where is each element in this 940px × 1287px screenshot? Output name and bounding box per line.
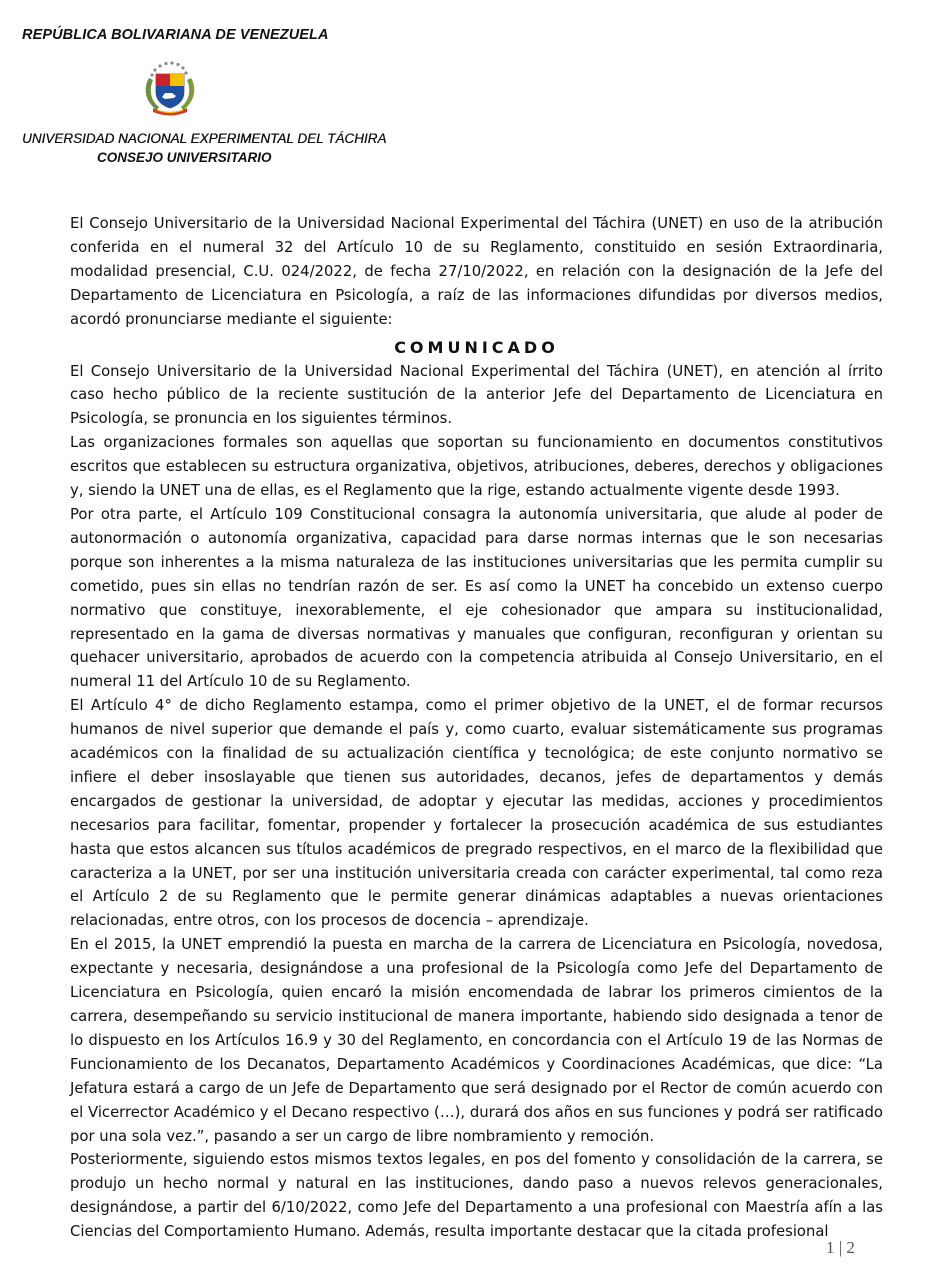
paragraph: Por otra parte, el Artículo 109 Constitucional consagra la autonomía universitaria, que alude al poder de autonormación o autonomía organizativa, capacidad para darse normas internas que le son necesarias porque son inherentes a la misma naturaleza de las instituciones universitarias que les permita cumplir su cometido, pues sin ellas no tendrían razón de ser. Es así como la UNET ha concebido un extenso cuerpo normativo que constituye, inexorablemente, el eje cohesionador que ampara su institucionalidad, representado en la gama de diversas normativas y manuales que configuran, reconfiguran y orientan su quehacer universitario, aprobados de acuerdo con la competencia atribuida al Consejo Universitario, en el numeral 11 del Artículo 10 de su Reglamento. [70,505,883,691]
paragraph: El Artículo 4° de dicho Reglamento estampa, como el primer objetivo de la UNET, el de formar recursos humanos de nivel superior que demande el país y, como cuarto, evaluar sistemáticamente sus programas académicos con la finalidad de su actualización científica y tecnológica; de este conjunto normativo se infiere el deber insoslayable que tienen sus autoridades, decanos, jefes de departamentos y demás encargados de gestionar la universidad, de adoptar y ejecutar las medidas, acciones y procedimientos necesarios para facilitar, fomentar, propender y fortalecer la prosecución académica de sus estudiantes hasta que estos alcancen sus títulos académicos de pregrado respectivos, en el marco de la flexibilidad que caracteriza a la UNET, por ser una institución universitaria creada con carácter experimental, tal como reza el Artículo 2 de su Reglamento que le permite generar dinámicas adaptables a nuevas orientaciones relacionadas, entre otros, con los procesos de docencia – aprendizaje. [70,697,883,930]
paragraph: Posteriormente, siguiendo estos mismos textos legales, en pos del fomento y consolidación de la carrera, se produjo un hecho normal y natural en las instituciones, dando paso a nuevos relevos generacionales, designándose, a partir del 6/10/2022, como Jefe del Departamento a una profesional con Maestría afín a las Ciencias del Comportamiento Humano. Además, resulta importante destacar que la citada profesional [70,1151,883,1241]
paragraph: En el 2015, la UNET emprendió la puesta en marcha de la carrera de Licenciatura en Psicología, novedosa, expectante y necesaria, designándose a una profesional de la Psicología como Jefe del Departamento de Licenciatura en Psicología, quien encaró la misión encomendada de labrar los primeros cimientos de la carrera, desempeñando su servicio institucional de manera importante, habiendo sido designada a tenor de lo dispuesto en los Artículos 16.9 y 30 del Reglamento, en concordancia con el Artículo 19 de las Normas de Funcionamiento de los Decanatos, Departamento Académicos y Coordinaciones Académicas, que dice: “La Jefatura estará a cargo de un Jefe de Departamento que será designado por el Rector de común acuerdo con el Vicerrector Académico y el Decano respectivo (…), durará dos años en sus funciones y podrá ser ratificado por una sola vez.”, pasando a ser un cargo de libre nombramiento y remoción. [70,936,883,1145]
country-heading: REPÚBLICA BOLIVARIANA DE VENEZUELA [22,27,329,43]
document-body [70,212,883,1244]
university-name: UNIVERSIDAD NACIONAL EXPERIMENTAL DEL TÁCHIRA [22,131,387,146]
page-number: 1 | 2 [826,1238,855,1257]
paragraph: El Consejo Universitario de la Universidad Nacional Experimental del Táchira (UNET), en atención al írrito caso hecho público de la reciente sustitución de la anterior Jefe del Departamento de Licenciatura en Psicología, se pronuncia en los siguientes términos. [70,362,883,428]
document-heading: COMUNICADO [394,337,559,357]
council-name: CONSEJO UNIVERSITARIO [97,150,272,165]
intro-paragraph: El Consejo Universitario de la Universidad Nacional Experimental del Táchira (UNET) en uso de la atribución conferida en el numeral 32 del Artículo 10 de su Reglamento, constituido en sesión Extraordinaria, modalidad presencial, C.U. 024/2022, de fecha 27/10/2022, en relación con la designación de la Jefe del Departamento de Licenciatura en Psicología, a raíz de las informaciones difundidas por diversos medios, acordó pronunciarse mediante el siguiente: [70,215,883,328]
paragraph: Las organizaciones formales son aquellas que soportan su funcionamiento en documentos constitutivos escritos que establecen su estructura organizativa, objetivos, atribuciones, deberes, derechos y obligaciones y, siendo la UNET una de ellas, es el Reglamento que la rige, estando actualmente vigente desde 1993. [70,434,883,500]
coat-of-arms-icon [141,58,199,118]
